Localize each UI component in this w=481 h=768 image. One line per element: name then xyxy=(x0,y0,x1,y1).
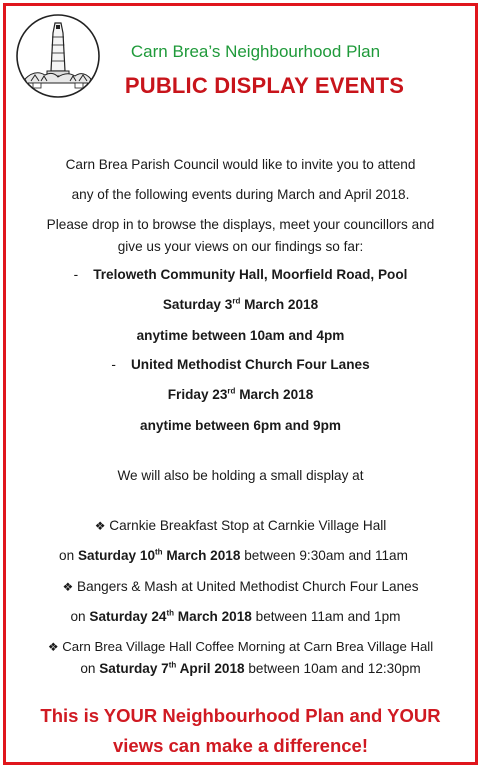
event-date-month: March 2018 xyxy=(235,387,314,402)
dash-bullet: - xyxy=(73,267,79,282)
date-prefix: on xyxy=(59,548,75,563)
event-venue xyxy=(6,267,475,282)
subtitle: Carn Brea’s Neighbourhood Plan xyxy=(130,42,381,61)
small-display-intro: We will also be holding a small display at xyxy=(117,468,364,483)
event-venue-name: Treloweth Community Hall, Moorfield Road, Pool xyxy=(93,267,408,282)
page-title: PUBLIC DISPLAY EVENTS xyxy=(124,73,405,98)
event-date-day: Saturday 3 xyxy=(162,297,233,312)
event-date-suffix: rd xyxy=(232,296,241,306)
intro-line-3: Please drop in to browse the displays, meet your councillors and xyxy=(46,217,435,232)
dash-bullet: - xyxy=(111,357,116,372)
event-venue-name: United Methodist Church Four Lanes xyxy=(130,357,370,372)
date-day: Saturday 7 xyxy=(99,661,169,676)
diamond-bullet-icon: ❖ xyxy=(62,580,74,594)
date-suffix: th xyxy=(155,547,163,557)
event-date-month: March 2018 xyxy=(240,297,319,312)
small-display-date xyxy=(6,609,475,624)
small-display-venue xyxy=(6,639,475,654)
date-month: April 2018 xyxy=(176,661,245,676)
small-display-venue xyxy=(6,518,475,533)
event-date xyxy=(6,297,475,312)
date-prefix: on xyxy=(80,661,96,676)
date-time: between 11am and 1pm xyxy=(251,609,401,624)
date-month: March 2018 xyxy=(174,609,252,624)
event-date-suffix: rd xyxy=(227,386,236,396)
diamond-bullet-icon: ❖ xyxy=(47,640,59,654)
date-time: between 10am and 12:30pm xyxy=(244,661,421,676)
poster xyxy=(3,3,478,765)
event-date-day: Friday 23 xyxy=(167,387,228,402)
small-display-date xyxy=(6,548,475,563)
date-suffix: th xyxy=(168,660,177,670)
date-day: Saturday 10 xyxy=(77,548,156,563)
closing-line-2: views can make a difference! xyxy=(112,735,369,756)
date-day: Saturday 24 xyxy=(89,609,167,624)
diamond-bullet-icon: ❖ xyxy=(94,519,106,533)
event-time: anytime between 6pm and 9pm xyxy=(140,418,341,433)
small-display-venue-name: Carnkie Breakfast Stop at Carnkie Village Hall xyxy=(109,518,387,533)
event-time: anytime between 10am and 4pm xyxy=(136,328,345,343)
intro-line-4: give us your views on our findings so far: xyxy=(117,239,364,254)
intro-line-2: any of the following events during March and April 2018. xyxy=(71,187,410,202)
small-display-venue xyxy=(6,579,475,594)
date-time: between 9:30am and 11am xyxy=(240,548,408,563)
event-date xyxy=(6,387,475,402)
intro-line-1: Carn Brea Parish Council would like to invite you to attend xyxy=(65,157,416,172)
small-display-date xyxy=(6,661,475,676)
date-prefix: on xyxy=(70,609,86,624)
small-display-venue-name: Carn Brea Village Hall Coffee Morning at Carn Brea Village Hall xyxy=(62,639,434,654)
closing-line-1: This is YOUR Neighbourhood Plan and YOUR xyxy=(40,705,441,726)
date-suffix: th xyxy=(166,608,175,618)
date-month: March 2018 xyxy=(162,548,241,563)
small-display-venue-name: Bangers & Mash at United Methodist Church Four Lanes xyxy=(77,579,419,594)
event-venue xyxy=(6,357,475,372)
